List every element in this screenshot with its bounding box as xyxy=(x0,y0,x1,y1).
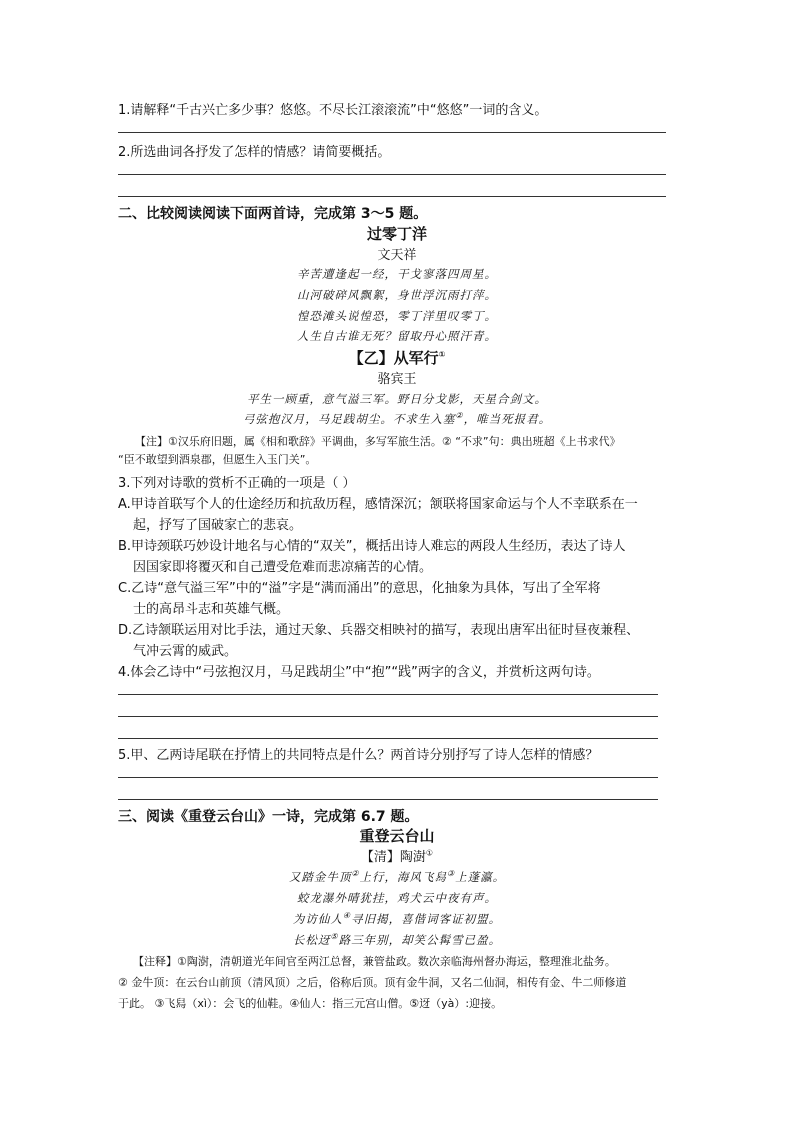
section-3-heading: 三、阅读《重登云台山》一诗，完成第 6.7 题。 xyxy=(118,809,419,825)
question-2: 2.所选曲词各抒发了怎样的情感？请简要概括。 xyxy=(118,145,391,160)
answer-line xyxy=(118,174,666,175)
answer-line xyxy=(118,799,658,800)
option-d: D.乙诗颔联运用对比手法，通过天象、兵器交相映衬的描写，表现出唐军出征时昼夜兼程、 xyxy=(118,623,640,638)
poem-note: “臣不敢望到酒泉郡，但愿生入玉门关”。 xyxy=(118,453,317,466)
poem-1-author: 文天祥 xyxy=(377,248,417,263)
poem-1-line: 山河破碎风飘絮，身世浮沉雨打萍。 xyxy=(297,288,497,302)
poem-2-line: 弓弦抱汉月，马足践胡尘。不求生入塞②，唯当死报君。 xyxy=(242,411,552,426)
answer-line xyxy=(118,777,658,778)
poem-note: 【注】①汉乐府旧题，属《相和歌辞》平调曲，多写军旅生活。② “不求”句：典出班超《上书求代》 xyxy=(135,435,621,448)
poem-3-author: 【清】陶澍① xyxy=(360,848,434,865)
question-4: 4.体会乙诗中“弓弦抱汉月，马足践胡尘”中“抱”“践”两字的含义，并赏析这两句诗。 xyxy=(118,665,600,680)
poem-3-line: 为访仙人④寻旧揭，喜偕词客证初盟。 xyxy=(292,911,502,926)
poem-2-author: 骆宾王 xyxy=(377,372,417,387)
answer-line xyxy=(118,694,658,695)
annotation: ② 金牛顶：在云台山前顶（清风顶）之后，俗称后顶。顶有金牛洞，又名二仙洞，相传有金、牛二师修道 xyxy=(118,976,627,989)
question-1: 1.请解释“千古兴亡多少事？悠悠。不尽长江滚滚流”中“悠悠”一词的含义。 xyxy=(118,103,548,118)
question-3-stem: 3.下列对诗歌的赏析不正确的一项是（ ） xyxy=(118,476,356,491)
option-b: 因国家即将覆灭和自己遭受危难而悲凉痛苦的心情。 xyxy=(133,560,433,575)
poem-3-title: 重登云台山 xyxy=(359,827,435,845)
answer-line xyxy=(118,132,666,133)
poem-1-line: 惶恐滩头说惶恐，零丁洋里叹零丁。 xyxy=(297,309,497,323)
option-c: C.乙诗“意气溢三军”中的“溢”字是“满而涌出”的意思，化抽象为具体，写出了全军将 xyxy=(118,581,601,596)
answer-line xyxy=(118,716,658,717)
option-a: 起，抒写了国破家亡的悲哀。 xyxy=(133,518,303,533)
poem-1-title: 过零丁洋 xyxy=(366,225,427,243)
answer-line xyxy=(118,196,666,197)
question-5: 5.甲、乙两诗尾联在抒情上的共同特点是什么？两首诗分别抒写了诗人怎样的情感？ xyxy=(118,748,599,763)
poem-1-line: 人生自古谁无死？留取丹心照汗青。 xyxy=(297,329,497,343)
section-2-heading: 二、比较阅读阅读下面两首诗，完成第 3～5 题。 xyxy=(118,206,428,222)
option-c: 士的高昂斗志和英雄气概。 xyxy=(133,602,290,617)
answer-line xyxy=(118,738,658,739)
option-a: A.甲诗首联写个人的仕途经历和抗敌历程，感情深沉；颔联将国家命运与个人不幸联系在一 xyxy=(118,497,638,512)
poem-1-line: 辛苦遭逢起一经，干戈寥落四周星。 xyxy=(297,267,497,281)
option-b: B.甲诗颈联巧妙设计地名与心情的“双关”，概括出诗人难忘的两段人生经历，表达了诗人 xyxy=(118,539,626,554)
poem-3-line: 长松迓⑤路三年别，却笑公髯雪已盈。 xyxy=(292,932,502,947)
option-d: 气冲云霄的威武。 xyxy=(133,644,238,659)
poem-3-line: 又踏金牛顶②上行，海风飞舄③上蓬瀛。 xyxy=(288,869,506,884)
poem-2-title: 【乙】从军行① xyxy=(348,349,446,367)
annotation: 【注释】①陶澍，清朝道光年间官至两江总督，兼管盐政。数次亲临海州督办海运，整理淮北盐务。 xyxy=(133,955,616,968)
poem-3-line: 蛟龙瀑外晴犹挂，鸡犬云中夜有声。 xyxy=(297,891,497,905)
annotation: 于此。 ③飞舄（xì）：会飞的仙鞋。④仙人：指三元宫山僧。⑤迓（yà）:迎接。 xyxy=(118,997,503,1010)
poem-2-line: 平生一顾重，意气溢三军。野日分戈影，天星合剑文。 xyxy=(247,392,547,406)
